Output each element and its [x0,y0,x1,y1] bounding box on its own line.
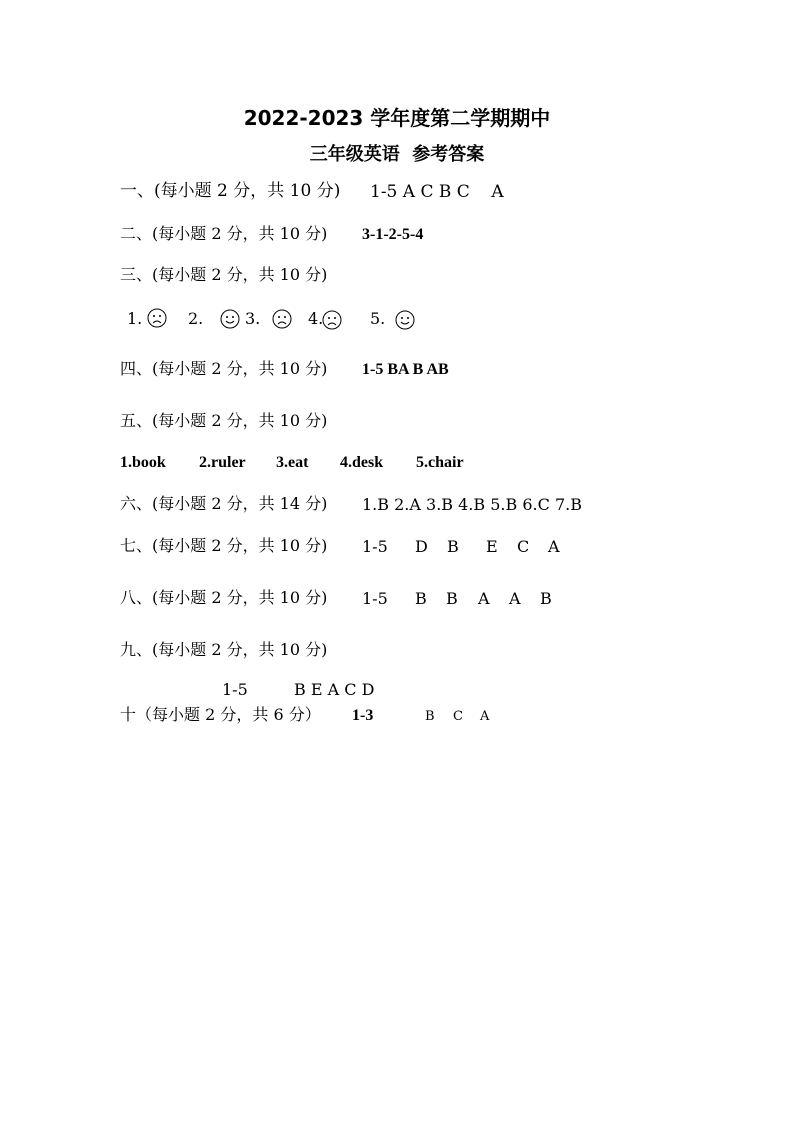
section-5-word-5: 5.chair [416,454,464,471]
section-7-answer-3: E [486,537,498,556]
section-3-label: 三、(每小题 2 分，共 10 分) [120,265,328,284]
frown-face-icon [322,310,342,330]
section-8-answer-5: B [540,589,552,608]
section-7-answer-5: A [548,537,560,556]
section-2-label: 二、(每小题 2 分，共 10 分) [120,224,328,243]
section-10-answer-2: C [453,709,463,724]
section-9-range: 1-5 [222,680,248,699]
smile-face-icon [220,309,240,329]
section-1-label: 一、(每小题 2 分，共 10 分) [120,181,341,201]
section-5-word-3: 3.eat [276,454,309,471]
section-10-answer-3: A [480,709,490,724]
section-5-word-1: 1.book [120,454,166,471]
section-10-answer-1: B [425,709,435,724]
section-8-answer-3: A [478,589,490,608]
section-2-answer: 3-1-2-5-4 [362,226,424,243]
section-1-answer: 1-5 A C B C A [370,182,504,202]
section-3-item-4-number: 4. [308,309,324,328]
page-subtitle: 三年级英语 参考答案 [309,144,485,165]
section-3-item-5-number: 5. [370,309,386,328]
section-7-answer-2: B [447,537,459,556]
section-10-range: 1-3 [352,707,374,724]
section-4-answer: 1-5 BA B AB [362,361,449,378]
section-3-item-1-number: 1. [127,309,143,328]
section-3-item-3-number: 3. [245,309,261,328]
section-5-word-4: 4.desk [340,454,384,471]
section-9-answer: B E A C D [294,680,375,699]
section-7-answer-4: C [517,537,530,556]
section-8-range: 1-5 [362,589,388,608]
section-6-answer: 1.B 2.A 3.B 4.B 5.B 6.C 7.B [362,495,582,514]
section-7-label: 七、(每小题 2 分，共 10 分) [120,536,328,555]
section-9-label: 九、(每小题 2 分，共 10 分) [120,640,328,659]
page-title: 2022-2023 学年度第二学期期中 [243,106,551,130]
section-7-range: 1-5 [362,537,388,556]
section-8-label: 八、(每小题 2 分，共 10 分) [120,588,328,607]
frown-face-icon [147,308,167,328]
section-6-label: 六、(每小题 2 分，共 14 分) [120,494,328,513]
section-5-word-2: 2.ruler [199,454,246,471]
section-8-answer-4: A [509,589,521,608]
frown-face-icon [272,309,292,329]
section-7-answer-1: D [415,537,428,556]
section-5-label: 五、(每小题 2 分，共 10 分) [120,411,328,430]
smile-face-icon [395,310,415,330]
section-3-item-2-number: 2. [188,309,204,328]
section-8-answer-2: B [446,589,458,608]
section-10-label: 十（每小题 2 分，共 6 分） [120,705,321,724]
section-8-answer-1: B [415,589,427,608]
section-4-label: 四、(每小题 2 分，共 10 分) [120,359,328,378]
